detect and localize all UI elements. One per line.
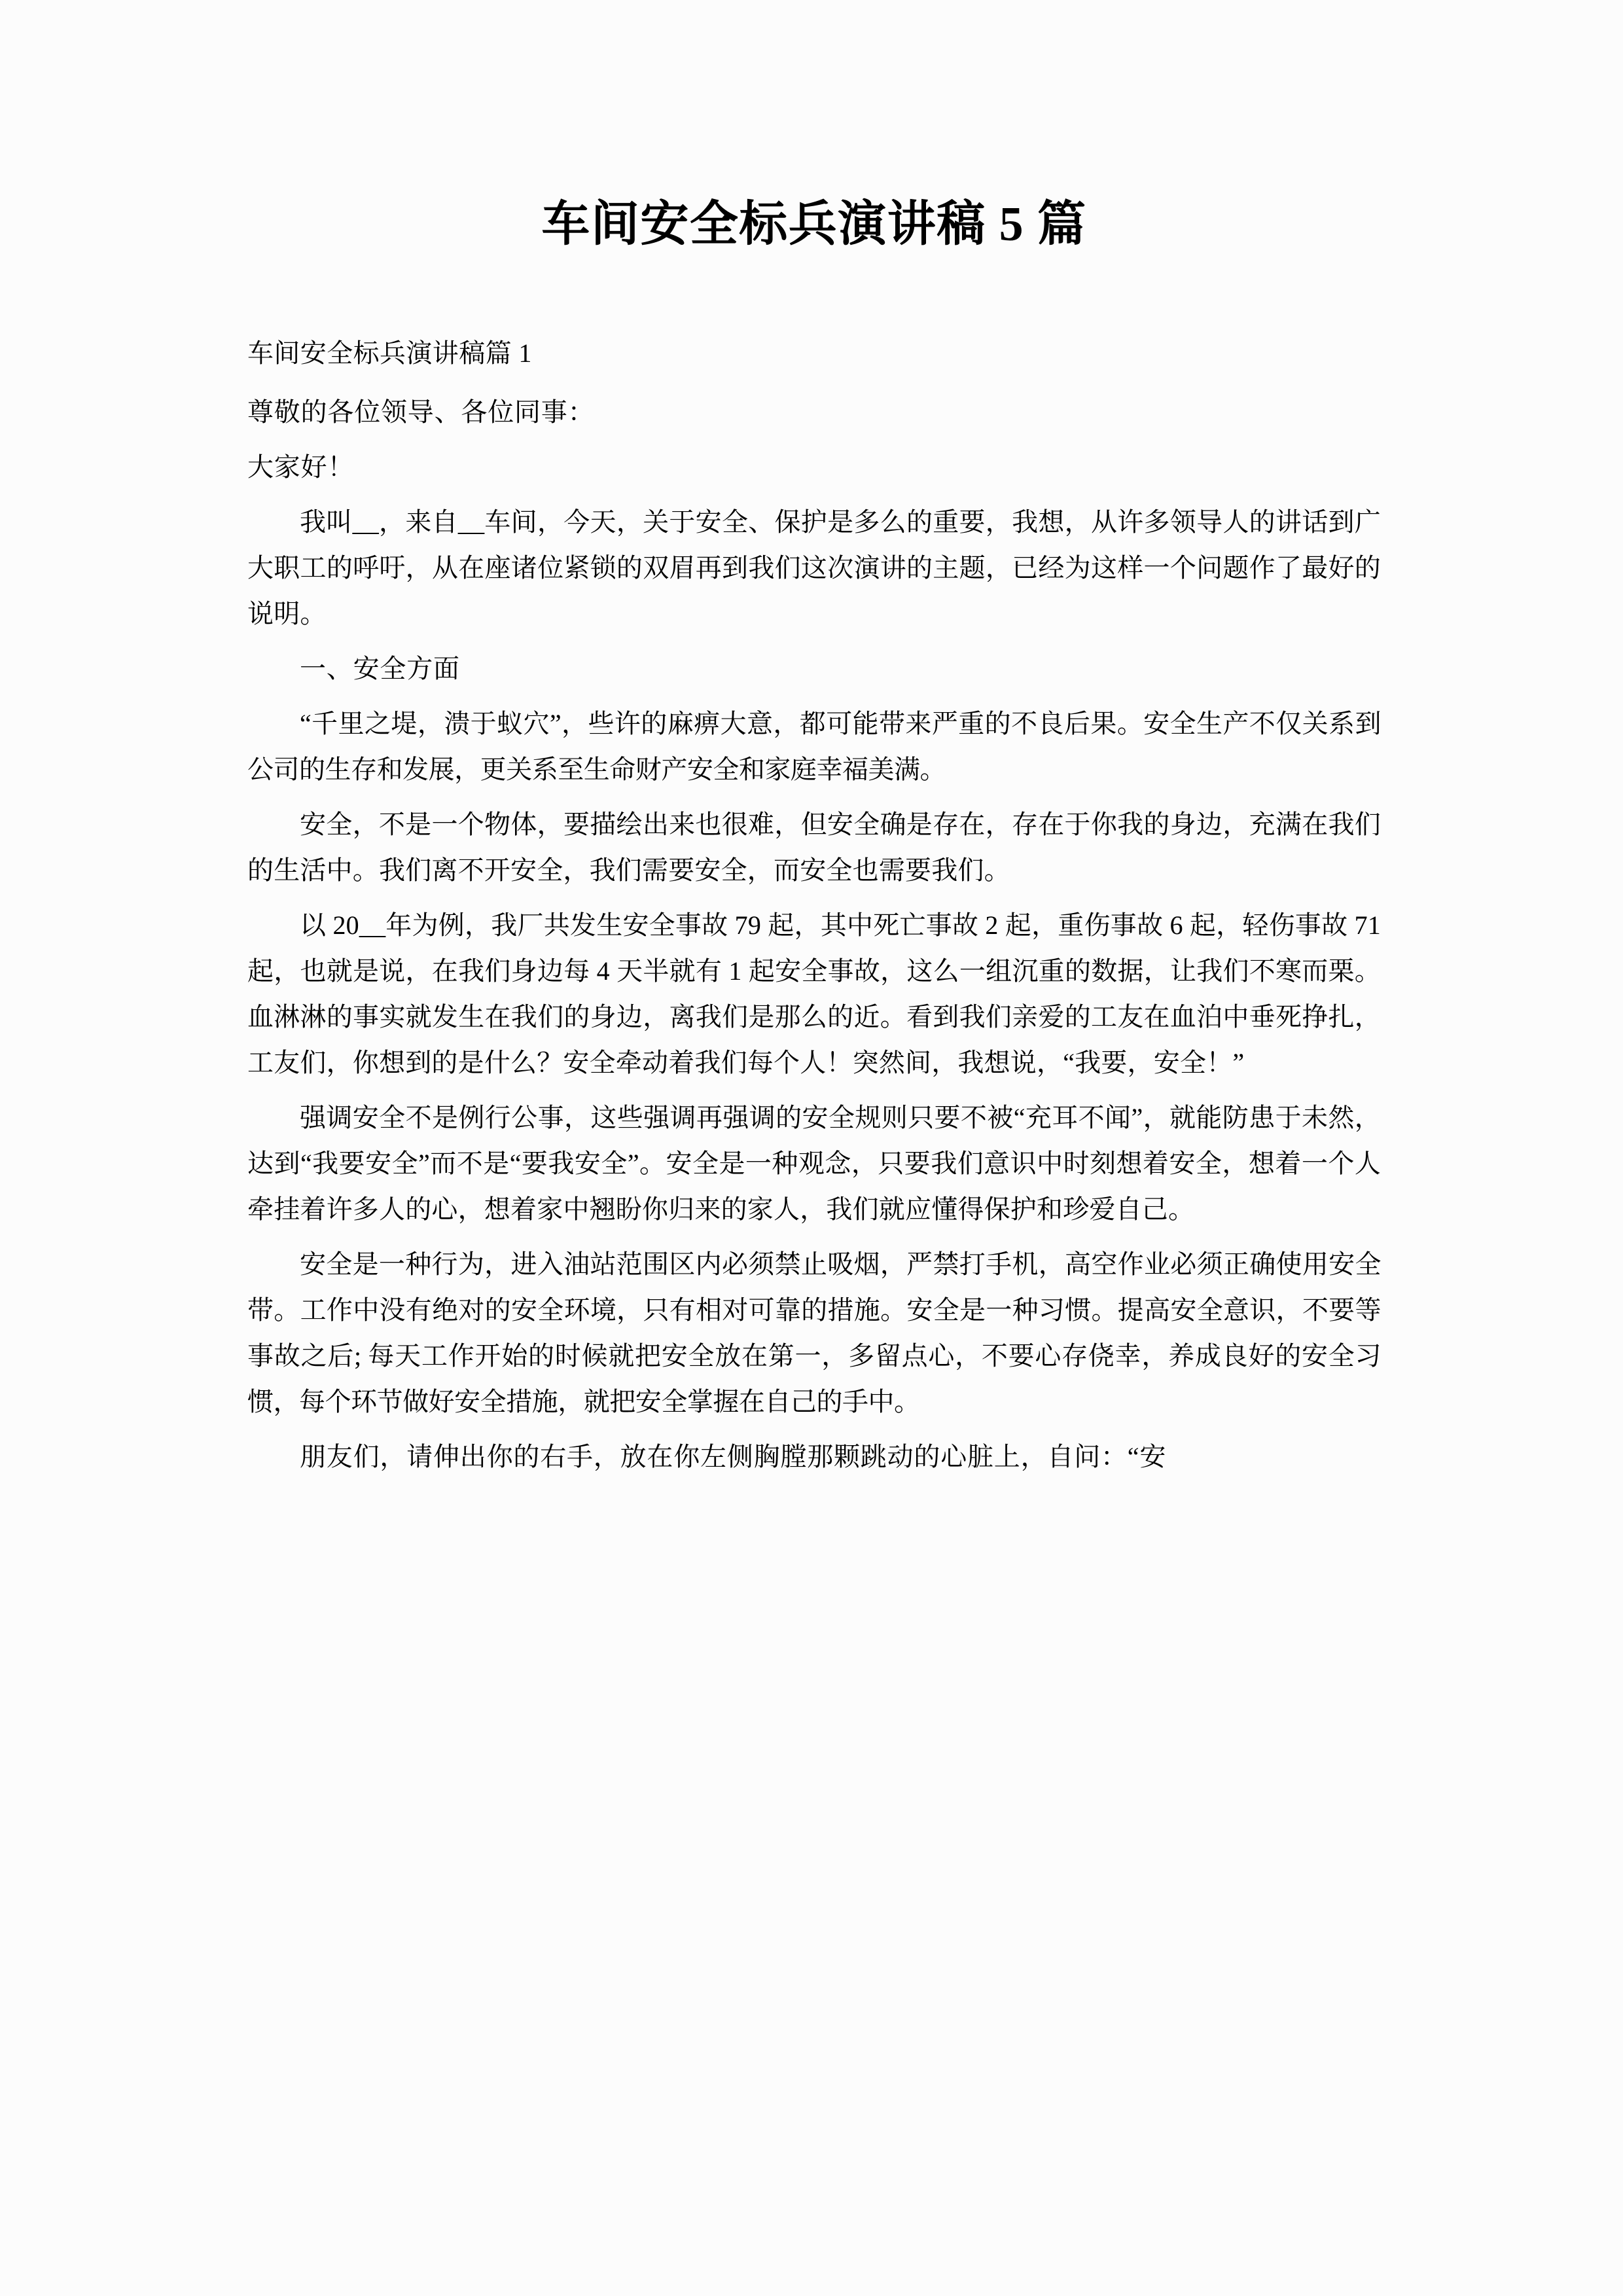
paragraph-safety-not-object: 安全，不是一个物体，要描绘出来也很难，但安全确是存在，存在于你我的身边，充满在我们的生活中。我们离不开安全，我们需要安全，而安全也需要我们。 bbox=[247, 810, 1381, 886]
greeting-line: 大家好！ bbox=[247, 452, 355, 482]
page-text-column bbox=[247, 0, 1381, 1480]
page-title: 车间安全标兵演讲稿 5 篇 bbox=[541, 198, 1087, 251]
paragraph-final-partial: 朋友们，请伸出你的右手，放在你左侧胸膛那颗跳动的心脏上，自问：“安 bbox=[300, 1442, 1167, 1472]
salutation-line: 尊敬的各位领导、各位同事： bbox=[247, 397, 595, 427]
paragraph-intro: 我叫__，来自__车间，今天，关于安全、保护是多么的重要，我想，从许多领导人的讲话到广大职工的呼吁，从在座诸位紧锁的双眉再到我们这次演讲的主题，已经为这样一个问题作了最好的说明。 bbox=[247, 507, 1381, 629]
section-label: 车间安全标兵演讲稿篇 1 bbox=[247, 338, 532, 368]
paragraph-ant-hole: “千里之堤，溃于蚁穴”，些许的麻痹大意，都可能带来严重的不良后果。安全生产不仅关系到公司的生存和发展，更关系至生命财产安全和家庭幸福美满。 bbox=[247, 709, 1381, 785]
paragraph-emphasis: 强调安全不是例行公事，这些强调再强调的安全规则只要不被“充耳不闻”，就能防患于未然，达到“我要安全”而不是“要我安全”。安全是一种观念，只要我们意识中时刻想着安全，想着一个人牵挂着许多人的心，想着家中翘盼你归来的家人，我们就应懂得保护和珍爱自己。 bbox=[247, 1103, 1381, 1225]
section-heading-safety: 一、安全方面 bbox=[300, 654, 460, 684]
paragraph-statistics: 以 20__年为例，我厂共发生安全事故 79 起，其中死亡事故 2 起，重伤事故 6 起，轻伤事故 71 起，也就是说，在我们身边每 4 天半就有 1 起安全事故，这么一组沉重的数据，让我们不寒而栗。血淋淋的事实就发生在我们的身边，离我们是那么的近。看到我们亲爱的工友在血泊中垂死挣扎，工友们，你想到的是什么？安全牵动着我们每个人！突然间，我想说，“我要，安全！” bbox=[247, 910, 1381, 1078]
paragraph-behavior: 安全是一种行为，进入油站范围区内必须禁止吸烟，严禁打手机，高空作业必须正确使用安全带。工作中没有绝对的安全环境，只有相对可靠的措施。安全是一种习惯。提高安全意识，不要等事故之后; 每天工作开始的时候就把安全放在第一，多留点心，不要心存侥幸，养成良好的安全习惯，每个环节做好安全措施，就把安全掌握在自己的手中。 bbox=[247, 1249, 1381, 1417]
